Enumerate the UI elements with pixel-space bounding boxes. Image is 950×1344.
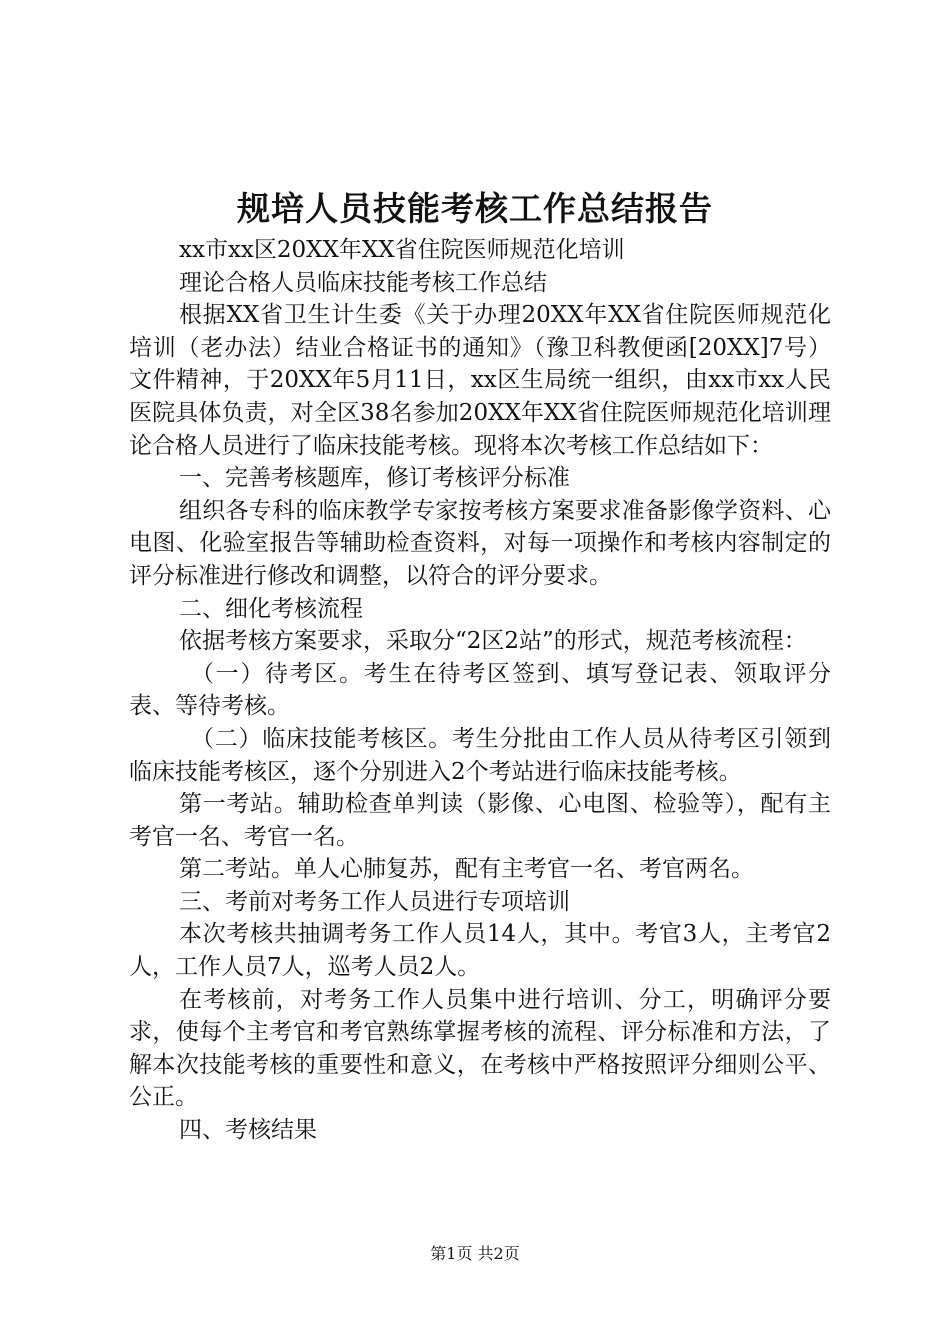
paragraph-subtitle-line-2: 理论合格人员临床技能考核工作总结 [179,269,547,296]
paragraph-section-1: 组织各专科的临床教学专家按考核方案要求准备影像学资料、心电图、化验室报告等辅助检查资料，对每一项操作和考核内容制定的评分标准进行修改和调整，以符合的评分要求。 [129,497,831,589]
paragraph-subtitle-line-1: xx市xx区20XX年XX省住院医师规范化培训 [179,237,625,263]
section-heading-1: 一、完善考核题库，修订考核评分标准 [179,465,570,492]
paragraph-station-2: 第二考站。单人心肺复苏，配有主考官一名、考官两名。 [179,856,754,883]
paragraph-training: 在考核前，对考务工作人员集中进行培训、分工，明确评分要求，使每个主考官和考官熟练掌握考核的流程、评分标准和方法，了解本次技能考核的重要性和意义，在考核中严格按照评分细则公平、公正。 [129,986,831,1111]
paragraph-intro: 根据XX省卫生计生委《关于办理20XX年XX省住院医师规范化培训（老办法）结业合格证书的通知》（豫卫科教便函[20XX]7号）文件精神，于20XX年5月11日，xx区生局统一组织，由xx市xx人民医院具体负责，对全区38名参加20XX年XX省住院医师规范化培训理论合格人员进行了临床技能考核。现将本次考核工作总结如下： [129,302,831,459]
section-heading-3: 三、考前对考务工作人员进行专项培训 [179,888,570,915]
paragraph-section-2: 依据考核方案要求，采取分“2区2站”的形式，规范考核流程： [179,628,807,655]
page-number-footer: 第1页 共2页 [430,1244,520,1263]
paragraph-exam-area: （二）临床技能考核区。考生分批由工作人员从待考区引领到临床技能考核区，逐个分别进入2个考站进行临床技能考核。 [129,725,831,785]
document-body [129,234,831,1147]
paragraph-staff-count: 本次考核共抽调考务工作人员14人，其中。考官3人，主考官2人，工作人员7人，巡考人员2人。 [129,921,831,981]
paragraph-waiting-area: （一）待考区。考生在待考区签到、填写登记表、领取评分表、等待考核。 [129,660,831,720]
paragraph-station-1: 第一考站。辅助检查单判读（影像、心电图、检验等），配有主考官一名、考官一名。 [129,791,831,850]
document-title: 规培人员技能考核工作总结报告 [237,189,713,228]
section-heading-4: 四、考核结果 [179,1117,317,1144]
section-heading-2: 二、细化考核流程 [179,595,363,622]
